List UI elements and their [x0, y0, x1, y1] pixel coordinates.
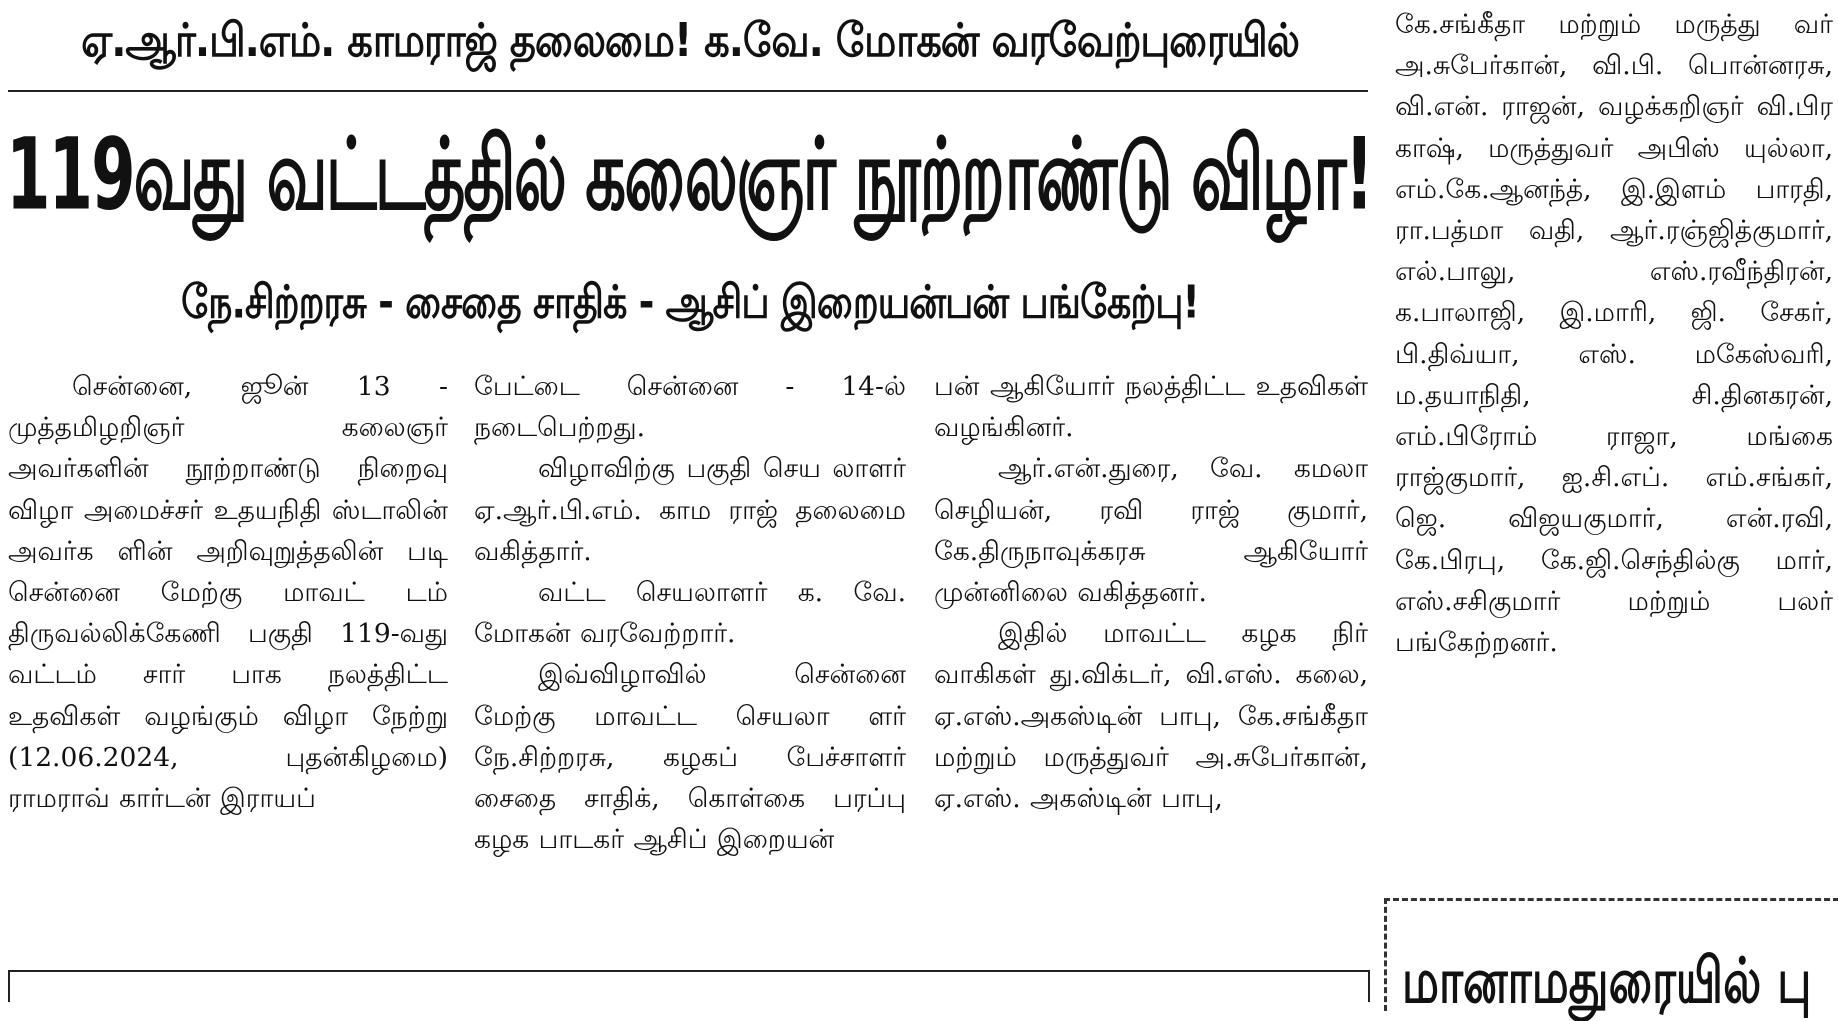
- bottom-article-box: [8, 970, 1370, 1002]
- article-column-4: [1395, 4, 1833, 663]
- paragraph: கே.சங்கீதா மற்றும் மருத்து வர் அ.சுபேர்கான், வி.பி. பொன்னரசு, வி.என். ராஜன், வழக்கறிஞர் வி.பிர காஷ், மருத்துவர் அபிஸ் யுல்லா, எம்.கே.ஆனந்த், இ.இளம் பாரதி, ரா.பத்மா வதி, ஆர்.ரஞ்ஜித்குமார், எல்.பாலு, எஸ்.ரவீந்திரன், க.பாலாஜி, இ.மாரி, ஜி. சேகர், பி.திவ்யா, எஸ். மகேஸ்வரி, ம.தயாநிதி, சி.தினகரன், எம்.பிரோம் ராஜா, மங்கை ராஜ்குமார், ஐ.சி.எப். எம்.சங்கர், ஜெ. விஜயகுமார், என்.ரவி, கே.பிரபு, கே.ஜி.செந்தில்கு மார், எஸ்.சசிகுமார் மற்றும் பலர் பங்கேற்றனர்.: [1395, 9, 1833, 659]
- article-headline: 119வது வட்டத்தில் கலைஞர் நூற்றாண்டு விழா!: [6, 118, 1372, 234]
- article-column-1: [8, 366, 448, 819]
- paragraph: வட்ட செயலாளர் க. வே. மோகன் வரவேற்றார்.: [474, 577, 906, 650]
- article-column-2: [474, 366, 906, 860]
- article-subhead: நே.சிற்றரசு - சைதை சாதிக் - ஆசிப் இறையன்பன் பங்கேற்பு!: [181, 275, 1199, 329]
- paragraph: விழாவிற்கு பகுதி செய லாளர் ஏ.ஆர்.பி.எம். காம ராஜ் தலைமை வகித்தார்.: [474, 453, 906, 567]
- paragraph: சென்னை, ஜூன் 13 - முத்தமிழறிஞர் கலைஞர் அவர்களின் நூற்றாண்டு நிறைவு விழா அமைச்சர் உதயநிதி ஸ்டாலின் அவர்க ளின் அறிவுறுத்தலின் படி சென்னை மேற்கு மாவட் டம் திருவல்லிக்கேணி பகுதி 119-வது வட்டம் சார் பாக நலத்திட்ட உதவிகள் வழங்கும் விழா நேற்று (12.06.2024, புதன்கிழமை) ராமராவ் கார்டன் இராயப்: [8, 371, 448, 815]
- paragraph: பேட்டை சென்னை - 14-ல் நடைபெற்றது.: [474, 371, 906, 444]
- next-article-headline: மானாமதுரையில் பு: [1402, 944, 1812, 1017]
- paragraph: இவ்விழாவில் சென்னை மேற்கு மாவட்ட செயலா ளர் நே.சிற்றரசு, கழகப் பேச்சாளர் சைதை சாதிக், கொள்கை பரப்பு கழக பாடகர் ஆசிப் இறையன்: [474, 659, 906, 856]
- article-kicker: ஏ.ஆர்.பி.எம். காமராஜ் தலைமை! க.வே. மோகன் வரவேற்புரையில்: [81, 14, 1299, 68]
- paragraph: பன் ஆகியோர் நலத்திட்ட உதவிகள் வழங்கினர்.: [934, 371, 1368, 444]
- paragraph: இதில் மாவட்ட கழக நிர் வாகிகள் து.விக்டர், வி.எஸ். கலை, ஏ.எஸ்.அகஸ்டின் பாபு, கே.சங்கீதா மற்றும் மருத்துவர் அ.சுபேர்கான், ஏ.எஸ். அகஸ்டின் பாபு,: [934, 618, 1368, 815]
- article-column-3: [934, 366, 1368, 819]
- paragraph: ஆர்.என்.துரை, வே. கமலா செழியன், ரவி ராஜ் குமார், கே.திருநாவுக்கரசு ஆகியோர் முன்னிலை வகித்தனர்.: [934, 453, 1368, 609]
